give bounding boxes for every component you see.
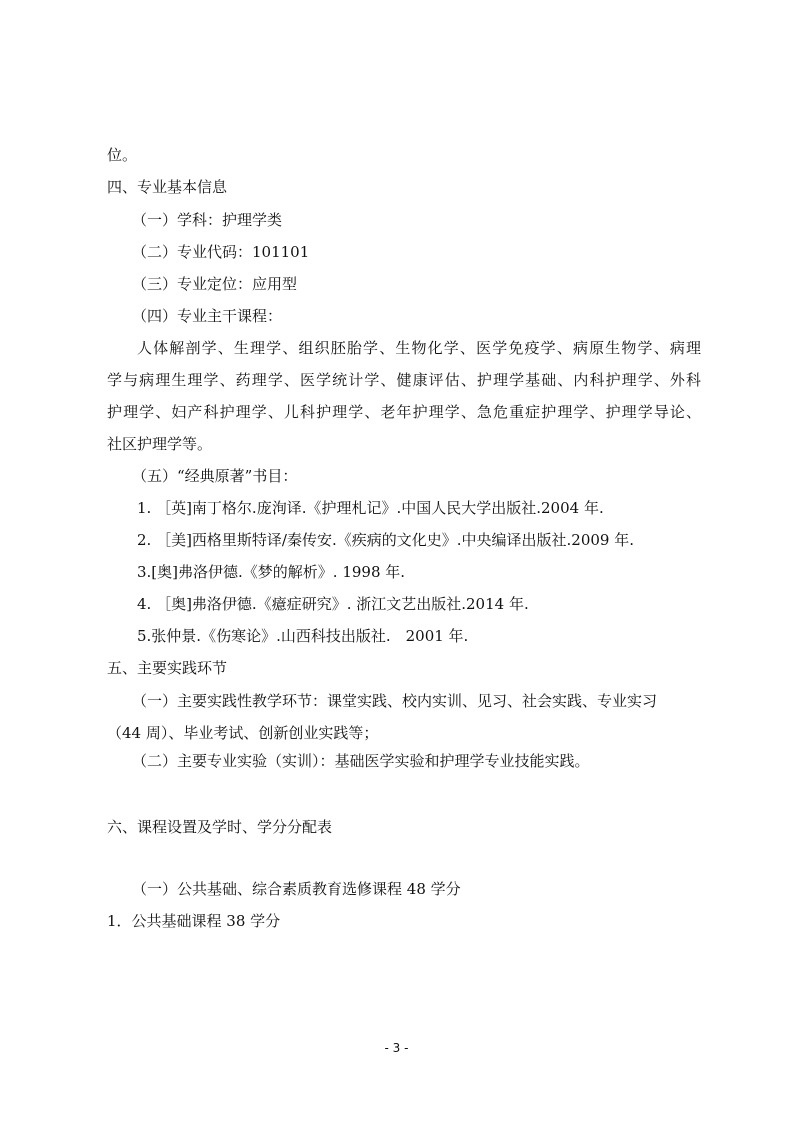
text-line: （二）主要专业实验（实训）：基础医学实验和护理学专业技能实践。 xyxy=(132,752,590,770)
text-line: （四）专业主干课程： xyxy=(132,307,283,325)
text-line: （五）“经典原著”书目： xyxy=(132,467,298,485)
text-line: （44 周）、毕业考试、创新创业实践等； xyxy=(107,724,379,742)
text-line: 位。 xyxy=(107,146,138,164)
text-line: 1．公共基础课程 38 学分 xyxy=(107,912,281,930)
text-line: （三）专业定位：应用型 xyxy=(132,275,298,293)
reference-item: 5.张仲景.《伤寒论》.山西科技出版社. 2001 年. xyxy=(137,627,469,645)
text-line: （二）专业代码：101101 xyxy=(132,243,310,261)
reference-item: 2. ［美]西格里斯特译/秦传安.《疾病的文化史》.中央编译出版社.2009 年. xyxy=(137,531,635,549)
reference-item: 4. ［奥]弗洛伊德.《癔症研究》. 浙江文艺出版社.2014 年. xyxy=(137,595,529,613)
reference-item: 1. ［英]南丁格尔.庞洵译.《护理札记》.中国人民大学出版社.2004 年. xyxy=(137,499,604,517)
section-heading-5: 五、主要实践环节 xyxy=(107,659,228,677)
text-line: 学与病理生理学、药理学、医学统计学、健康评估、护理学基础、内科护理学、外科 xyxy=(107,371,701,389)
text-line: （一）学科：护理学类 xyxy=(132,211,283,229)
page-number: - 3 - xyxy=(384,1041,409,1055)
text-line: （一）主要实践性教学环节：课堂实践、校内实训、见习、社会实践、专业实习 xyxy=(132,692,658,710)
section-heading-6: 六、课程设置及学时、学分分配表 xyxy=(107,818,333,836)
text-line: 护理学、妇产科护理学、儿科护理学、老年护理学、急危重症护理学、护理学导论、 xyxy=(107,403,701,421)
text-line: 人体解剖学、生理学、组织胚胎学、生物化学、医学免疫学、病原生物学、病理 xyxy=(137,339,701,357)
text-line: （一）公共基础、综合素质教育选修课程 48 学分 xyxy=(132,880,461,898)
text-line: 社区护理学等。 xyxy=(107,435,213,453)
section-heading-4: 四、专业基本信息 xyxy=(107,178,228,196)
reference-item: 3.[奥]弗洛伊德.《梦的解析》. 1998 年. xyxy=(137,563,406,581)
